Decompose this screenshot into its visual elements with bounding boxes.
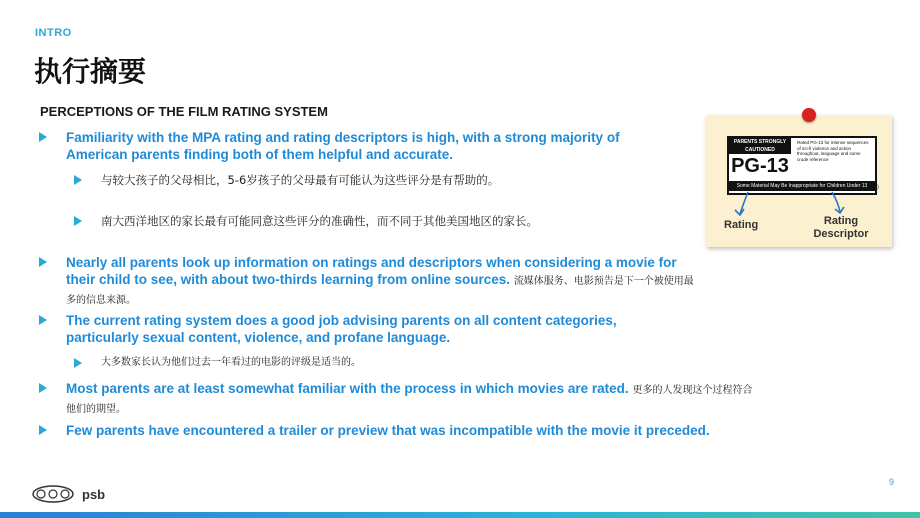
subtitle: PERCEPTIONS OF THE FILM RATING SYSTEM	[40, 104, 328, 119]
sub-bullet-2	[101, 213, 661, 229]
section-tag: INTRO	[35, 27, 72, 39]
rating-descriptor-label: Rating Descriptor	[813, 215, 869, 240]
bullet-marker-icon	[39, 257, 47, 267]
bullet-3-text: The current rating system does a good job advising parents on all content categories, particularly sexual content, violence, and profane language.	[66, 313, 617, 345]
bullet-4	[66, 380, 756, 418]
bullet-marker-icon	[39, 383, 47, 393]
sub-bullet-1	[101, 172, 661, 188]
rating-caution: PARENTS STRONGLY CAUTIONED	[729, 138, 791, 154]
bullet-4-zh: 更多的人发现这个过程符合他们的期望。	[66, 385, 753, 415]
bullet-5-text: Few parents have encountered a trailer or preview that was incompatible with the movie it preceded.	[66, 423, 710, 438]
registered-mark: ®	[873, 183, 879, 192]
rating-symbol: PG-13	[731, 155, 789, 177]
bullet-2-text: Nearly all parents look up information on ratings and descriptors when considering a movie for their child to see, with about two-thirds learning from online sources.	[66, 255, 677, 287]
sub-bullet-marker-icon	[74, 358, 82, 368]
sub-bullet-marker-icon	[74, 175, 82, 185]
bullet-1	[66, 129, 666, 163]
bullet-marker-icon	[39, 132, 47, 142]
push-pin-icon	[802, 108, 816, 122]
bullet-marker-icon	[39, 315, 47, 325]
sub-bullet-3-text: 大多数家长认为他们过去一年看过的电影的评级是适当的。	[101, 357, 361, 368]
page-number: 9	[889, 477, 895, 487]
rating-label: Rating	[724, 219, 759, 231]
film-reel-logo-icon	[32, 485, 74, 503]
bullet-2-zh: 流媒体服务、电影预告是下一个被使用最多的信息来源。	[66, 276, 694, 306]
sub-bullet-3	[101, 355, 661, 371]
sub-bullet-2-text: 南大西洋地区的家长最有可能同意这些评分的准确性，而不同于其他美国地区的家长。	[101, 214, 538, 228]
sub-bullet-marker-icon	[74, 216, 82, 226]
bullet-3	[66, 312, 666, 346]
bullet-1-text: Familiarity with the MPA rating and rating descriptors is high, with a strong majority of American parents finding both of them helpful and accurate.	[66, 130, 620, 162]
bottom-accent-bar	[0, 512, 920, 518]
rating-description: Rated PG-13 for intense sequences of sci-fi violence and action throughout, language and some crude reference	[797, 140, 869, 162]
bullet-2	[66, 254, 696, 309]
bullet-4-text: Most parents are at least somewhat familiar with the process in which movies are rated.	[66, 381, 629, 396]
psb-logo: psb	[82, 487, 106, 502]
rating-bottom-band: Some Material May Be Inappropriate for Children Under 13	[727, 181, 877, 191]
page-title: 执行摘要	[34, 55, 147, 88]
sub-bullet-1-text: 与较大孩子的父母相比，5-6岁孩子的父母最有可能认为这些评分是有帮助的。	[101, 173, 500, 187]
bullet-marker-icon	[39, 425, 47, 435]
bullet-5	[66, 422, 806, 439]
